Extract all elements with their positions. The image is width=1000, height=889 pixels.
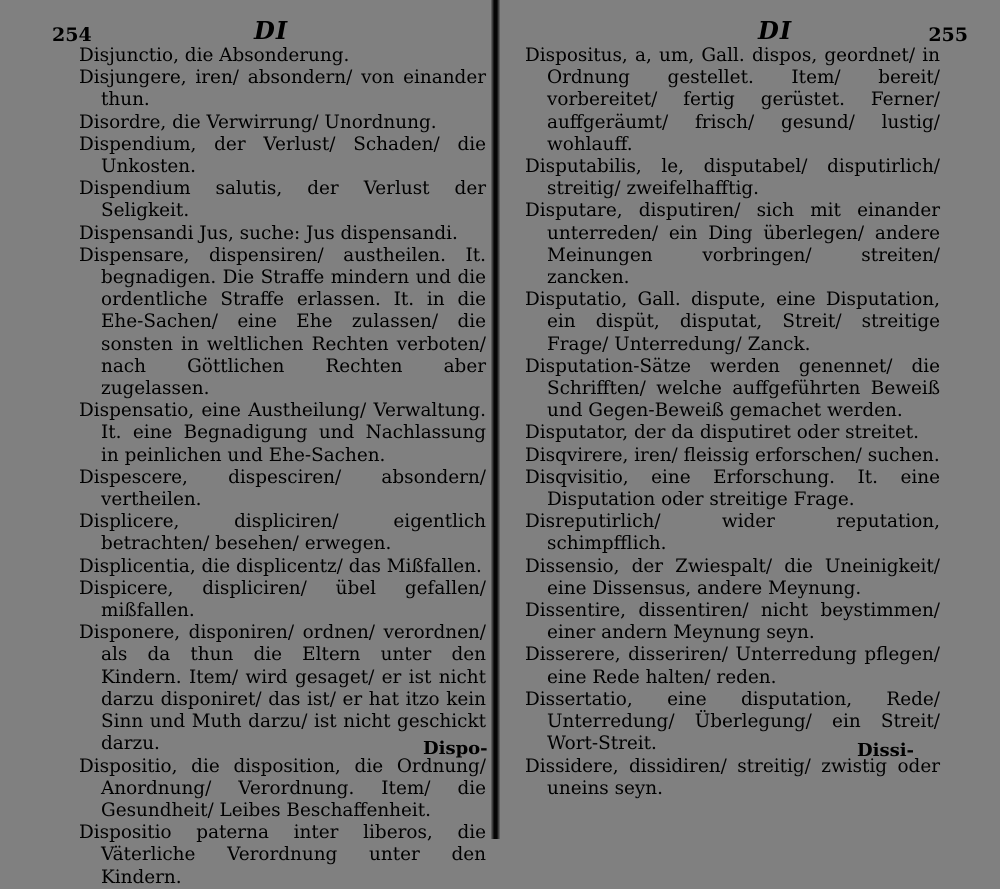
dictionary-entry: Disputare, disputiren/ sich mit einander unterreden/ ein Ding überlegen/ andere Meinungen vorbringen/ streiten/ zancken. [525, 200, 940, 289]
dictionary-entry: Dispositus, a, um, Gall. dispos, geordnet/ in Ordnung gestellet. Item/ bereit/ vorbereitet/ fertig gerüstet. Ferner/ auffgeräumt/ frisch/ gesund/ lustig/ wohlauff. [525, 45, 940, 155]
dictionary-entry: Disputator, der da disputiret oder streitet. [525, 422, 919, 444]
page-number: 255 [928, 24, 968, 46]
running-header: DI [254, 16, 289, 45]
page-number: 254 [52, 24, 92, 46]
right-page [500, 0, 1000, 839]
dictionary-entry: Disqvisitio, eine Erforschung. It. eine Disputation oder streitige Frage. [525, 466, 940, 511]
dictionary-entry: Disponere, disponiren/ ordnen/ verordnen/ als da thun die Eltern unter den Kindern. Item/ wird gesaget/ er ist nicht darzu disponiret/ das ist/ er hat itzo kein Sinn und Muth darzu/ ist nicht geschickt darzu. [79, 622, 486, 755]
dictionary-entry: Dispendium salutis, der Verlust der Seligkeit. [79, 178, 486, 222]
dictionary-entry: Dispositio paterna inter liberos, die Väterliche Verordnung unter den Kindern. [79, 822, 486, 888]
dictionary-entry: Displicere, displiciren/ eigentlich betrachten/ besehen/ erwegen. [79, 511, 486, 555]
dictionary-entry: Dispensandi Jus, suche: Jus dispensandi. [79, 222, 458, 244]
dictionary-entry: Dispendium, der Verlust/ Schaden/ die Unkosten. [79, 133, 486, 178]
dictionary-entry: Dispositio, die disposition, die Ordnung/ Anordnung/ Verordnung. Item/ die Gesundheit/ Leibes Beschaffenheit. [79, 755, 486, 821]
book-gutter [491, 0, 500, 839]
dictionary-entry: Disputatio, Gall. dispute, eine Disputation, ein dispüt, disputat, Streit/ streitige Frage/ Unterredung/ Zanck. [525, 289, 940, 355]
dictionary-entry: Disserere, disseriren/ Unterredung pflegen/ eine Rede halten/ reden. [525, 644, 940, 688]
entry-list [525, 45, 940, 800]
dictionary-entry: Disjunctio, die Absonderung. [79, 45, 350, 66]
dictionary-entry: Dispensatio, eine Austheilung/ Verwaltung. It. eine Begnadigung und Nachlassung in peinlichen und Ehe-Sachen. [79, 400, 486, 466]
dictionary-entry: Disqvirere, iren/ fleissig erforschen/ suchen. [525, 444, 940, 466]
dictionary-entry: Disputabilis, le, disputabel/ disputirlich/ streitig/ zweifelhafftig. [525, 156, 940, 200]
dictionary-entry: Dissensio, der Zwiespalt/ die Uneinigkeit/ eine Dissensus, andere Meynung. [525, 555, 940, 599]
dictionary-entry: Dispicere, displiciren/ übel gefallen/ mißfallen. [79, 577, 486, 622]
dictionary-entry: Disputation-Sätze werden genennet/ die Schrifften/ welche auffgeführten Beweiß und Gegen-Beweiß gemachet werden. [525, 355, 940, 422]
dictionary-entry: Dispensare, dispensiren/ austheilen. It. begnadigen. Die Straffe mindern und die ordentliche Straffe erlassen. It. in die Ehe-Sachen/ eine Ehe zulassen/ die sonsten in weltlichen Rechten verboten/ nach Göttlichen Rechten aber zugelassen. [79, 244, 486, 400]
entry-list [79, 45, 486, 889]
left-page [0, 0, 492, 888]
dictionary-entry: Dissentire, dissentiren/ nicht beystimmen/ einer andern Meynung seyn. [525, 600, 940, 644]
running-header: DI [758, 16, 793, 45]
dictionary-entry: Dispescere, dispesciren/ absondern/ vertheilen. [79, 466, 486, 511]
dictionary-entry: Displicentia, die displicentz/ das Mißfallen. [79, 555, 482, 577]
catchword: Dissi- [857, 740, 915, 761]
dictionary-entry: Disjungere, iren/ absondern/ von einander thun. [79, 67, 486, 111]
dictionary-entry: Disreputirlich/ wider reputation, schimpfflich. [525, 511, 940, 555]
dictionary-entry: Dissertatio, eine disputation, Rede/ Unterredung/ Überlegung/ ein Streit/ Wort-Streit. [525, 688, 940, 755]
dictionary-entry: Dissidere, dissidiren/ streitig/ zwistig oder uneins seyn. [525, 755, 940, 799]
catchword: Dispo- [423, 738, 488, 759]
dictionary-entry: Disordre, die Verwirrung/ Unordnung. [79, 111, 437, 133]
